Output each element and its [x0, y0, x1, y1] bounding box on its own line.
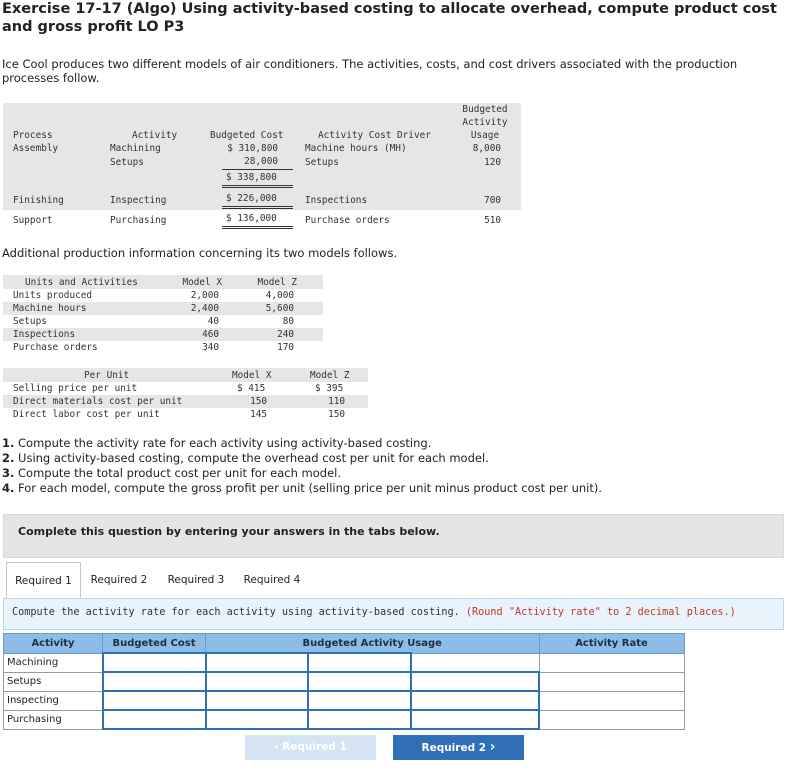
table1-row-process: Support — [13, 215, 53, 226]
table1-row-process: Assembly — [13, 143, 59, 154]
tab-required-1[interactable]: Required 1 — [6, 562, 81, 599]
usage-input-cell[interactable] — [308, 710, 411, 729]
instruction-text: Compute the activity rate for each activity using activity-based costing. (Round "Activity rate" to 2 decimal places.) — [12, 607, 736, 618]
table2-row-label: Units produced — [13, 290, 93, 301]
usage-input-cell[interactable] — [411, 691, 540, 710]
usage-input[interactable] — [207, 712, 311, 728]
table2-row-label: Purchase orders — [13, 342, 98, 353]
table1-header-usage-1: Budgeted — [462, 104, 508, 115]
table2-header-x: Model X — [182, 277, 222, 288]
table2-row-x: 2,400 — [190, 303, 219, 314]
table1-row-driver: Machine hours (MH) — [305, 143, 407, 154]
budgeted-cost-input[interactable] — [104, 712, 209, 728]
usage-input-cell[interactable] — [308, 691, 411, 710]
table2-header-label: Units and Activities — [25, 277, 138, 288]
usage-input[interactable] — [309, 655, 414, 671]
usage-input[interactable] — [207, 693, 311, 709]
table3-row-x: 145 — [250, 409, 267, 420]
cost-input-cell[interactable] — [103, 710, 206, 729]
rate-cell[interactable] — [539, 653, 684, 672]
table1-row-usage: 120 — [484, 157, 501, 168]
usage-blank-cell — [411, 653, 540, 672]
table3-row-x: 150 — [250, 396, 267, 407]
table1-header-usage-3: Usage — [470, 130, 500, 141]
activity-rate-input[interactable] — [543, 655, 685, 671]
answer-table — [3, 633, 685, 730]
answer-header-cost: Budgeted Cost — [103, 634, 206, 654]
table3-header-z: Model Z — [310, 370, 350, 381]
usage-input-cell[interactable] — [308, 672, 411, 691]
table1-row-cost: $ 226,000 — [222, 193, 293, 209]
prev-button-label: Required 1 — [282, 741, 347, 753]
table3-row-label: Selling price per unit — [13, 383, 138, 394]
table1-row-cost: $ 310,800 — [227, 143, 278, 154]
table-row — [4, 653, 685, 672]
complete-question-text: Complete this question by entering your answers in the tabs below. — [18, 525, 440, 538]
rate-cell[interactable] — [539, 672, 684, 691]
table1-row-cost: $ 136,000 — [222, 213, 293, 229]
chevron-right-icon: › — [489, 739, 496, 755]
table2-row-x: 2,000 — [190, 290, 219, 301]
table3-header-x: Model X — [232, 370, 272, 381]
table-row — [4, 672, 685, 691]
table3-row-label: Direct materials cost per unit — [13, 396, 183, 407]
usage-input[interactable] — [412, 693, 543, 709]
usage-input[interactable] — [412, 674, 543, 690]
question-2: 2. Using activity-based costing, compute the overhead cost per unit for each model. — [2, 451, 489, 465]
intro-text: Ice Cool produces two different models of air conditioners. The activities, costs, and cost drivers associated with the production processes follow. — [2, 57, 738, 85]
next-button-label: Required 2 — [421, 742, 487, 754]
table-row — [4, 691, 685, 710]
table2-row-z: 170 — [277, 342, 294, 353]
answer-header-activity: Activity — [4, 634, 103, 654]
table1-header-driver: Activity Cost Driver — [318, 130, 431, 141]
question-4: 4. For each model, compute the gross profit per unit (selling price per unit minus product cost per unit). — [2, 481, 603, 495]
table1-row-driver: Purchase orders — [305, 215, 390, 226]
tab-required-2[interactable]: Required 2 — [90, 574, 148, 586]
answer-row-activity: Machining — [4, 653, 103, 672]
cost-input-cell[interactable] — [103, 672, 206, 691]
table1-row-driver: Setups — [305, 157, 339, 168]
usage-input-cell[interactable] — [206, 691, 308, 710]
table2-row-x: 460 — [202, 329, 219, 340]
table1-row-usage: 510 — [484, 215, 501, 226]
table1-row-activity: Setups — [110, 157, 144, 168]
answer-row-activity: Setups — [4, 672, 103, 691]
table1-row-usage: 700 — [484, 195, 501, 206]
table2-row-z: 80 — [282, 316, 294, 327]
usage-input-cell[interactable] — [206, 672, 308, 691]
table2-row-z: 240 — [277, 329, 294, 340]
table2-header-z: Model Z — [257, 277, 297, 288]
usage-input[interactable] — [309, 712, 414, 728]
tab-required-3[interactable]: Required 3 — [167, 574, 225, 586]
table-row — [4, 710, 685, 729]
budgeted-cost-input[interactable] — [104, 674, 209, 690]
page-title: Exercise 17-17 (Algo) Using activity-based costing to allocate overhead, compute product cost and gross profit LO P3 — [2, 1, 777, 35]
table1-row-activity: Purchasing — [110, 215, 167, 226]
question-3: 3. Compute the total product cost per unit for each model. — [2, 466, 342, 480]
table2-row-label: Setups — [13, 316, 47, 327]
table2-row-z: 5,600 — [265, 303, 294, 314]
table3-header-label: Per Unit — [84, 370, 130, 381]
answer-row-activity: Purchasing — [4, 710, 103, 729]
table3-row-z: $ 395 — [315, 383, 344, 394]
usage-input[interactable] — [309, 693, 414, 709]
additional-info-text: Additional production information concerning its two models follows. — [2, 246, 398, 260]
table3-row-z: 150 — [328, 409, 345, 420]
table1-row-cost: 28,000 — [222, 156, 293, 170]
chevron-left-icon: ‹ — [274, 741, 279, 753]
rounding-note: (Round "Activity rate" to 2 decimal places.) — [465, 607, 736, 618]
table1-header-process: Process — [13, 130, 53, 141]
table3-row-label: Direct labor cost per unit — [13, 409, 160, 420]
activity-rate-input[interactable] — [543, 693, 685, 709]
usage-input-cell[interactable] — [411, 710, 540, 729]
table1-row-usage: 8,000 — [472, 143, 501, 154]
tab-required-4[interactable]: Required 4 — [243, 574, 301, 586]
usage-input-cell[interactable] — [308, 653, 411, 672]
rate-cell[interactable] — [539, 691, 684, 710]
table1-row-activity: Inspecting — [110, 195, 167, 206]
table1-row-driver: Inspections — [305, 195, 368, 206]
table2-row-x: 340 — [202, 342, 219, 353]
usage-input-cell[interactable] — [411, 672, 540, 691]
cost-input-cell[interactable] — [103, 653, 206, 672]
usage-input[interactable] — [412, 712, 543, 728]
usage-input-cell[interactable] — [206, 653, 308, 672]
usage-input[interactable] — [207, 674, 311, 690]
table1-header-usage-2: Activity — [462, 117, 508, 128]
activity-rate-input[interactable] — [543, 674, 685, 690]
budgeted-cost-input[interactable] — [104, 693, 209, 709]
answer-header-usage: Budgeted Activity Usage — [206, 634, 540, 654]
prev-button[interactable] — [245, 735, 376, 760]
activity-rate-input[interactable] — [543, 712, 685, 728]
budgeted-cost-input[interactable] — [104, 655, 209, 671]
table1-header-activity: Activity — [132, 130, 178, 141]
usage-input[interactable] — [309, 674, 414, 690]
table2-row-label: Machine hours — [13, 303, 87, 314]
cost-input-cell[interactable] — [103, 691, 206, 710]
table2-row-x: 40 — [207, 316, 219, 327]
answer-header-rate: Activity Rate — [539, 634, 684, 654]
table3-row-z: 110 — [328, 396, 345, 407]
usage-input[interactable] — [207, 655, 311, 671]
table2-row-label: Inspections — [13, 329, 76, 340]
next-button[interactable] — [393, 735, 524, 760]
question-1: 1. Compute the activity rate for each activity using activity-based costing. — [2, 436, 432, 450]
table1-header-cost: Budgeted Cost — [210, 130, 284, 141]
table1-row-activity: Machining — [110, 143, 161, 154]
table2-row-z: 4,000 — [265, 290, 294, 301]
rate-cell[interactable] — [539, 710, 684, 729]
table1-row-process: Finishing — [13, 195, 64, 206]
table3-row-x: $ 415 — [237, 383, 266, 394]
usage-input-cell[interactable] — [206, 710, 308, 729]
table1-subtotal-cost: $ 338,800 — [222, 172, 293, 188]
answer-row-activity: Inspecting — [4, 691, 103, 710]
